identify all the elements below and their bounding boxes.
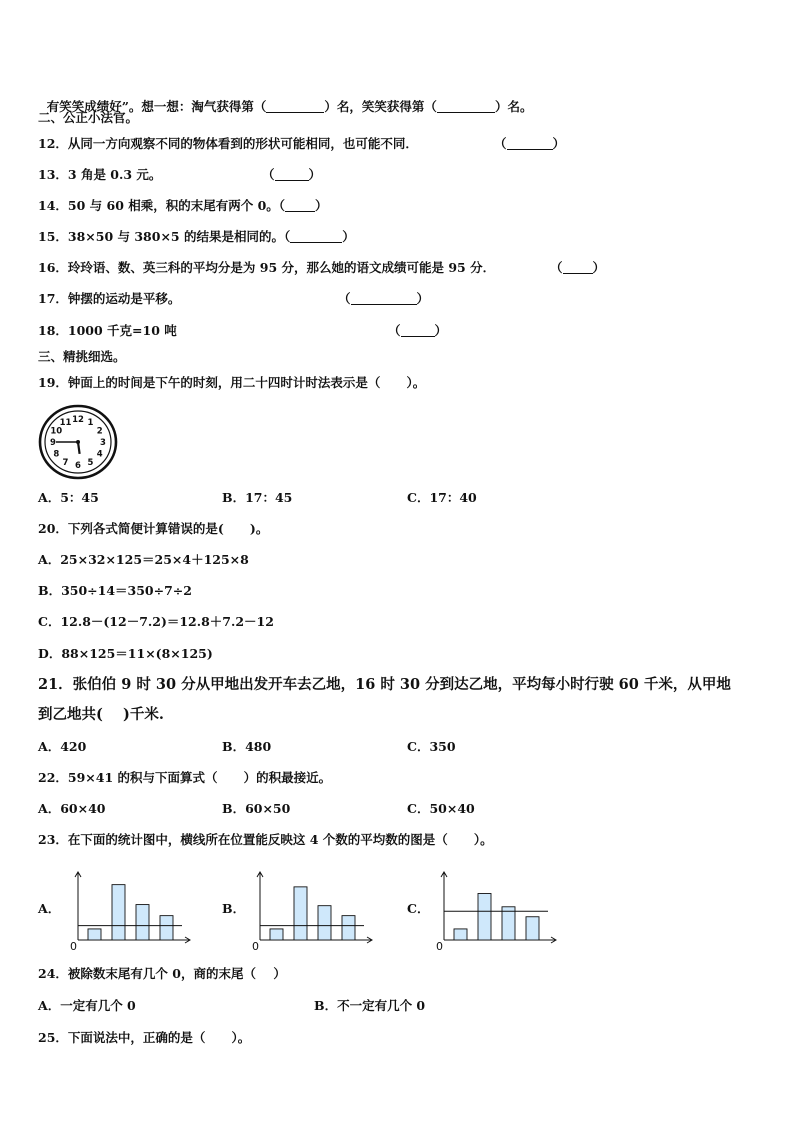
q19-option-b[interactable]: B．17：45 <box>222 490 293 505</box>
bar <box>478 894 491 941</box>
q19-option-c[interactable]: C．17：40 <box>407 490 477 505</box>
clock-figure <box>38 404 120 480</box>
answer-blank[interactable] <box>285 200 315 212</box>
q23-chart-b[interactable] <box>248 868 376 950</box>
q22-option-b[interactable]: B．60×50 <box>222 801 291 816</box>
answer-blank[interactable] <box>290 231 342 243</box>
question-24: 24．被除数末尾有几个 0，商的末尾（ ） <box>38 966 286 981</box>
q24-option-a[interactable]: A．一定有几个 0 <box>38 998 136 1013</box>
origin-label: 0 <box>252 940 259 950</box>
question-13: 13．3 角是 0.3 元。 <box>38 167 162 182</box>
q21-option-b[interactable]: B．480 <box>222 739 272 754</box>
question-21-line2: 到乙地共( )千米. <box>38 706 164 723</box>
question-17: 17．钟摆的运动是平移。 <box>38 291 181 306</box>
q23-chart-c[interactable] <box>432 868 560 950</box>
q20-option-c[interactable]: C．12.8－(12－7.2)＝12.8＋7.2－12 <box>38 614 274 629</box>
bar <box>318 906 331 940</box>
bar <box>136 905 149 940</box>
clock-number: 10 <box>50 426 63 437</box>
clock-number: 2 <box>96 426 103 437</box>
bar <box>294 887 307 940</box>
question-16: 16．玲玲语、数、英三科的平均分是为 95 分，那么她的语文成绩可能是 95 分． <box>38 260 496 275</box>
question-25: 25．下面说法中，正确的是（ ）。 <box>38 1030 251 1045</box>
bar <box>526 917 539 940</box>
question-18: 18．1000 千克=10 吨 <box>38 323 177 338</box>
bar <box>88 929 101 940</box>
q23-option-c[interactable]: C． <box>407 901 430 916</box>
bar <box>502 907 515 940</box>
clock-number: 11 <box>59 418 72 429</box>
clock-number: 1 <box>87 418 94 429</box>
bar <box>112 885 125 940</box>
origin-label: 0 <box>70 940 77 950</box>
question-15: 15．38×50 与 380×5 的结果是相同的。（ ） <box>38 229 355 244</box>
q11-continuation: 有笑笑成绩好”。想一想：淘气获得第（ ）名，笑笑获得第（ ）名。 <box>46 99 533 114</box>
answer-blank[interactable] <box>266 101 324 113</box>
q17-answer[interactable]: （ ） <box>338 291 430 306</box>
bar <box>160 916 173 940</box>
origin-label: 0 <box>436 940 443 950</box>
question-20: 20．下列各式简便计算错误的是( )。 <box>38 521 269 536</box>
clock-number: 5 <box>87 457 94 468</box>
bar <box>342 916 355 940</box>
q22-option-c[interactable]: C．50×40 <box>407 801 475 816</box>
q20-option-b[interactable]: B．350÷14＝350÷7÷2 <box>38 583 192 598</box>
answer-blank[interactable] <box>437 101 495 113</box>
q13-answer[interactable]: （ ） <box>262 167 322 182</box>
bar <box>454 929 467 940</box>
q21-option-c[interactable]: C．350 <box>407 739 456 754</box>
clock-number: 9 <box>50 438 56 448</box>
bar <box>270 929 283 940</box>
clock-number: 6 <box>75 461 81 471</box>
q20-option-d[interactable]: D．88×125＝11×(8×125) <box>38 646 213 661</box>
q23-option-a[interactable]: A． <box>38 901 61 916</box>
clock-number: 7 <box>62 457 69 468</box>
q22-option-a[interactable]: A．60×40 <box>38 801 106 816</box>
q19-option-a[interactable]: A．5：45 <box>38 490 99 505</box>
clock-center-dot <box>76 440 80 444</box>
clock-number: 4 <box>96 449 103 460</box>
question-19: 19．钟面上的时间是下午的时刻，用二十四时计时法表示是（ ）。 <box>38 375 426 390</box>
question-21-line1: 21．张伯伯 9 时 30 分从甲地出发开车去乙地，16 时 30 分到达乙地，平均每小时行驶 60 千米，从甲地 <box>38 676 731 693</box>
clock-number: 8 <box>53 449 60 460</box>
clock-number: 3 <box>100 438 106 448</box>
clock-number: 12 <box>72 415 84 425</box>
section-heading-2: 二、公正小法官。 <box>38 110 139 125</box>
q24-option-b[interactable]: B．不一定有几个 0 <box>314 998 426 1013</box>
q21-option-a[interactable]: A．420 <box>38 739 87 754</box>
question-22: 22．59×41 的积与下面算式（ ）的积最接近。 <box>38 770 332 785</box>
q12-answer[interactable]: （ ） <box>494 136 566 151</box>
question-14: 14．50 与 60 相乘，积的末尾有两个 0。（ ） <box>38 198 328 213</box>
q23-chart-a[interactable] <box>66 868 194 950</box>
section-heading-3: 三、精挑细选。 <box>38 349 126 364</box>
question-12: 12．从同一方向观察不同的物体看到的形状可能相同，也可能不同． <box>38 136 418 151</box>
q18-answer[interactable]: （ ） <box>388 323 448 338</box>
q16-answer[interactable]: （ ） <box>550 260 606 275</box>
q23-option-b[interactable]: B． <box>222 901 246 916</box>
q20-option-a[interactable]: A．25×32×125＝25×4＋125×8 <box>38 552 249 567</box>
question-23: 23．在下面的统计图中，横线所在位置能反映这 4 个数的平均数的图是（ ）。 <box>38 832 493 847</box>
